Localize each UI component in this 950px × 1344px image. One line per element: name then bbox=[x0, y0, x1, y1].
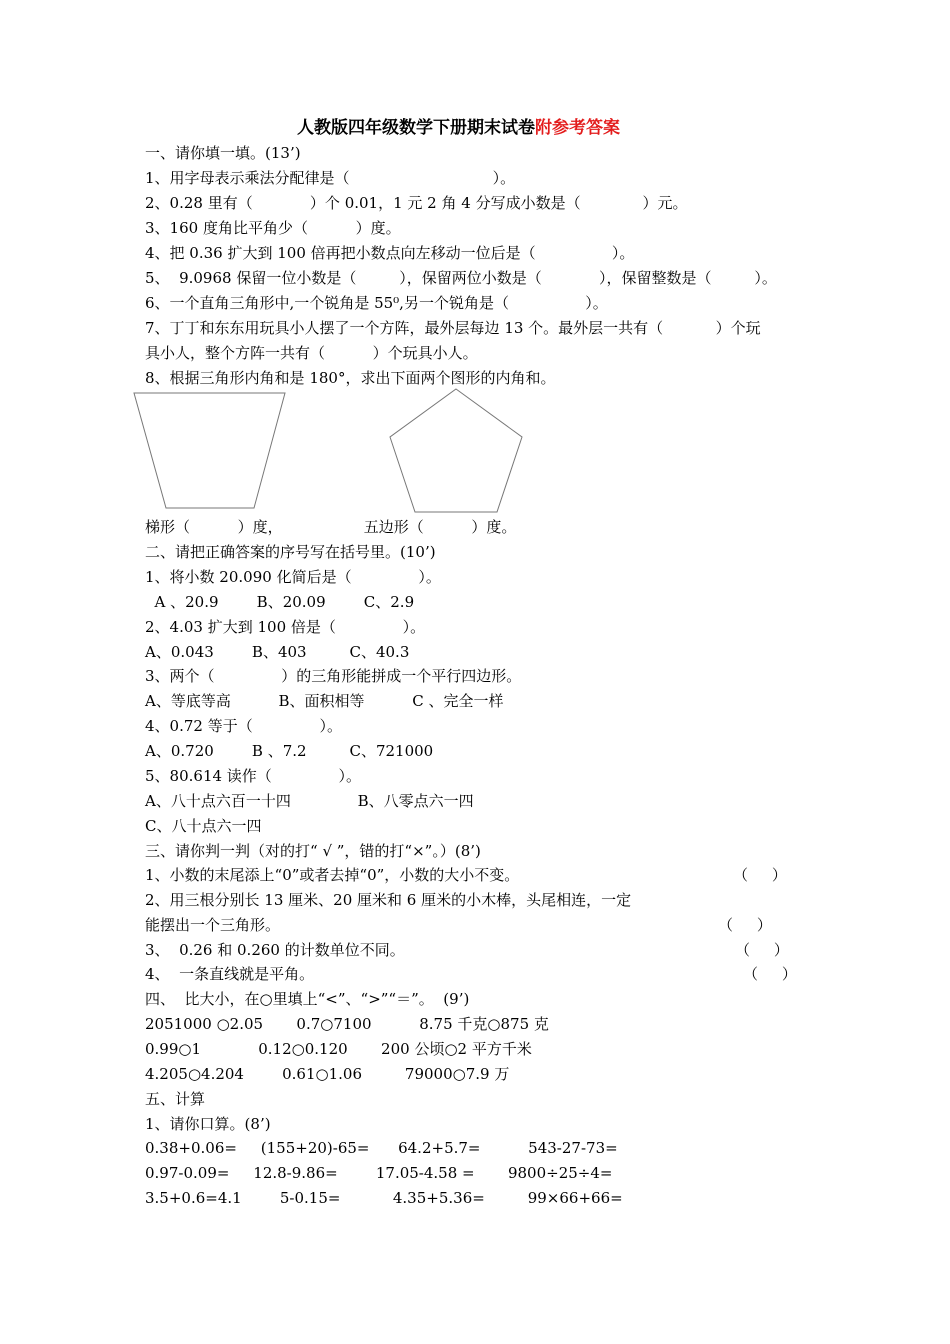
s3-question-2-line1: 2、用三根分别长 13 厘米、20 厘米和 6 厘米的小木棒，头尾相连，一定 bbox=[145, 891, 632, 909]
s3-question-1: 1、小数的末尾添上“0”或者去掉“0”，小数的大小不变。 bbox=[145, 866, 520, 884]
s2-question-3-options: A、等底等高 B、面积相等 C 、完全一样 bbox=[145, 692, 504, 710]
section-5-heading: 五、计算 bbox=[145, 1090, 206, 1108]
page-title bbox=[297, 118, 620, 138]
s1-question-7-line1: 7、丁丁和东东用玩具小人摆了一个方阵，最外层每边 13 个。最外层一共有（ ）个玩 bbox=[145, 319, 761, 337]
s2-question-4: 4、0.72 等于（ ）。 bbox=[145, 717, 342, 735]
s3-answer-paren-3: （ ） bbox=[735, 941, 789, 959]
s1-question-2: 2、0.28 里有（ ）个 0.01，1 元 2 角 4 分写成小数是（ ）元。 bbox=[145, 194, 688, 212]
s2-question-5: 5、80.614 读作（ ）。 bbox=[145, 767, 362, 785]
s2-question-3: 3、两个（ ）的三角形能拼成一个平行四边形。 bbox=[145, 667, 522, 685]
s5-row-1: 0.38+0.06= (155+20)-65= 64.2+5.7= 543-27-73= bbox=[145, 1139, 618, 1157]
s2-question-2: 2、4.03 扩大到 100 倍是（ ）。 bbox=[145, 618, 426, 636]
s1-question-5: 5、 9.0968 保留一位小数是（ ），保留两位小数是（ ），保留整数是（ ）。 bbox=[145, 269, 777, 287]
shape-answers: 梯形（ ）度， 五边形（ ）度。 bbox=[145, 518, 517, 536]
s5-row-3: 3.5+0.6=4.1 5-0.15= 4.35+5.36= 99×66+66= bbox=[145, 1189, 623, 1207]
s3-answer-paren-2: （ ） bbox=[718, 916, 772, 934]
s5-subheading: 1、请你口算。(8’) bbox=[145, 1115, 271, 1133]
s1-question-1: 1、用字母表示乘法分配律是（ ）。 bbox=[145, 169, 516, 187]
s1-question-6: 6、一个直角三角形中,一个锐角是 55⁰,另一个锐角是（ ）。 bbox=[145, 294, 608, 312]
title-suffix: 附参考答案 bbox=[535, 118, 620, 138]
section-3-heading: 三、请你判一判（对的打“ √ ”，错的打“×”。）(8’) bbox=[145, 842, 481, 860]
s1-question-7-line2: 具小人，整个方阵一共有（ ）个玩具小人。 bbox=[145, 344, 478, 362]
pentagon-figure bbox=[383, 384, 529, 516]
s3-question-3: 3、 0.26 和 0.260 的计数单位不同。 bbox=[145, 941, 405, 959]
title-main: 人教版四年级数学下册期末试卷 bbox=[297, 118, 535, 138]
s2-question-1-options: A 、20.9 B、20.09 C、2.9 bbox=[145, 593, 415, 611]
section-2-heading: 二、请把正确答案的序号写在括号里。(10’) bbox=[145, 543, 436, 561]
trapezoid-figure bbox=[128, 388, 294, 516]
s2-question-5-options: A、八十点六百一十四 B、八零点六一四 bbox=[145, 792, 474, 810]
s3-question-2-line2: 能摆出一个三角形。 bbox=[145, 916, 281, 934]
s2-question-1: 1、将小数 20.090 化简后是（ ）。 bbox=[145, 568, 441, 586]
s2-question-5-options-2: C、八十点六一四 bbox=[145, 817, 262, 835]
s3-answer-paren-4: （ ） bbox=[743, 965, 797, 983]
s4-row-2: 0.99○1 0.12○0.120 200 公顷○2 平方千米 bbox=[145, 1040, 532, 1058]
s1-question-8: 8、根据三角形内角和是 180°，求出下面两个图形的内角和。 bbox=[145, 369, 556, 387]
s3-answer-paren-1: （ ） bbox=[733, 866, 787, 884]
s1-question-4: 4、把 0.36 扩大到 100 倍再把小数点向左移动一位后是（ ）。 bbox=[145, 244, 635, 262]
s3-question-4: 4、 一条直线就是平角。 bbox=[145, 965, 315, 983]
s1-question-3: 3、160 度角比平角少（ ）度。 bbox=[145, 219, 401, 237]
s2-question-2-options: A、0.043 B、403 C、40.3 bbox=[145, 643, 410, 661]
s4-row-3: 4.205○4.204 0.61○1.06 79000○7.9 万 bbox=[145, 1065, 510, 1083]
section-4-heading: 四、 比大小，在○里填上“<”、“>”“＝”。 (9’) bbox=[145, 990, 470, 1008]
s5-row-2: 0.97-0.09= 12.8-9.86= 17.05-4.58 = 9800÷25÷4= bbox=[145, 1164, 613, 1182]
s4-row-1: 2051000 ○2.05 0.7○7100 8.75 千克○875 克 bbox=[145, 1015, 549, 1033]
s2-question-4-options: A、0.720 B 、7.2 C、721000 bbox=[145, 742, 434, 760]
section-1-heading: 一、请你填一填。(13’) bbox=[145, 144, 301, 162]
